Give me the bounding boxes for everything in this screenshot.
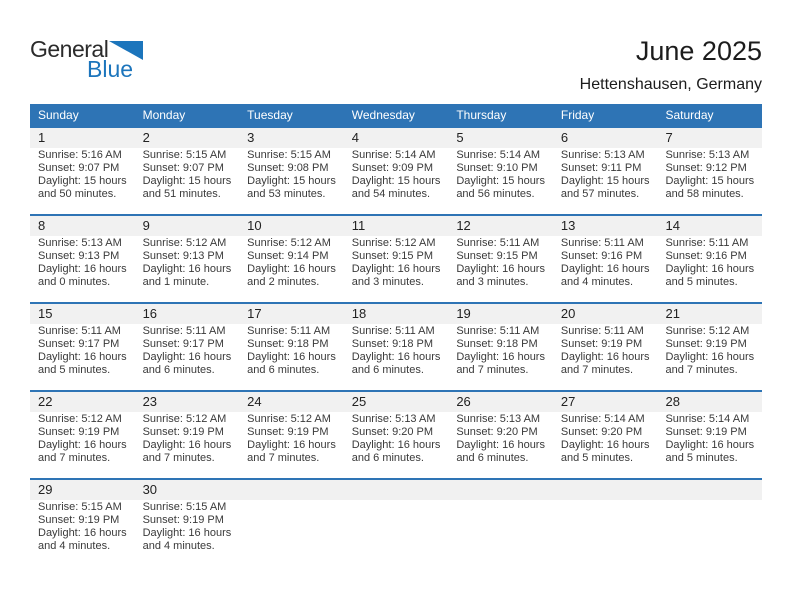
day-daylight-text: Daylight: 16 hours and 7 minutes. xyxy=(142,439,232,464)
day-number: 14 xyxy=(665,218,680,233)
day-daylight-text: Daylight: 15 hours and 51 minutes. xyxy=(142,175,232,200)
day-number xyxy=(239,480,344,500)
day-number: 15 xyxy=(38,306,53,321)
day-number: 26 xyxy=(456,394,471,409)
day-cell xyxy=(657,412,762,465)
day-sunrise-text: Sunrise: 5:14 AM xyxy=(560,413,645,425)
day-cell xyxy=(657,236,762,289)
day-sunset-text: Sunset: 9:10 PM xyxy=(456,162,538,174)
day-number xyxy=(344,480,449,500)
day-sunrise-text: Sunrise: 5:11 AM xyxy=(247,325,331,337)
day-cell xyxy=(344,324,449,377)
day-details-strip xyxy=(30,324,762,377)
day-number-strip xyxy=(30,128,762,148)
day-details-strip xyxy=(30,236,762,289)
day-number: 17 xyxy=(247,306,262,321)
day-daylight-text: Daylight: 16 hours and 6 minutes. xyxy=(247,351,336,376)
day-sunset-text: Sunset: 9:17 PM xyxy=(142,338,224,350)
day-daylight-text: Daylight: 16 hours and 7 minutes. xyxy=(665,351,755,376)
day-sunrise-text: Sunrise: 5:13 AM xyxy=(351,413,436,425)
day-cell xyxy=(553,324,658,377)
day-number xyxy=(448,480,553,500)
day-sunset-text: Sunset: 9:19 PM xyxy=(665,426,747,438)
day-daylight-text: Daylight: 16 hours and 7 minutes. xyxy=(38,439,127,464)
day-number: 9 xyxy=(142,218,150,233)
day-daylight-text: Daylight: 16 hours and 4 minutes. xyxy=(142,527,232,552)
weekday-header-cell: Wednesday xyxy=(351,108,415,122)
day-sunrise-text: Sunrise: 5:12 AM xyxy=(247,413,331,425)
day-sunrise-text: Sunrise: 5:13 AM xyxy=(665,149,750,161)
week-row xyxy=(30,390,762,465)
day-number: 23 xyxy=(142,394,158,409)
day-sunset-text: Sunset: 9:16 PM xyxy=(560,250,643,262)
page-location: Hettenshausen, Germany xyxy=(579,76,762,93)
day-daylight-text: Daylight: 16 hours and 5 minutes. xyxy=(560,439,650,464)
day-cell xyxy=(448,148,553,201)
day-sunset-text: Sunset: 9:08 PM xyxy=(247,162,329,174)
day-cell xyxy=(448,236,553,289)
day-sunset-text: Sunset: 9:19 PM xyxy=(38,514,120,526)
day-cell xyxy=(239,324,344,377)
day-daylight-text: Daylight: 16 hours and 7 minutes. xyxy=(456,351,545,376)
day-number-strip xyxy=(30,480,762,500)
day-sunset-text: Sunset: 9:20 PM xyxy=(456,426,538,438)
day-sunrise-text: Sunrise: 5:16 AM xyxy=(38,149,122,161)
weekday-header-cell: Thursday xyxy=(456,108,507,122)
logo-text-blue: Blue xyxy=(87,56,134,82)
day-daylight-text: Daylight: 16 hours and 3 minutes. xyxy=(456,263,545,288)
day-sunrise-text: Sunrise: 5:11 AM xyxy=(456,325,540,337)
day-cell xyxy=(448,412,553,465)
day-cell xyxy=(448,500,553,553)
day-cell xyxy=(657,500,762,553)
day-number: 7 xyxy=(665,130,673,145)
day-number: 2 xyxy=(142,130,150,145)
day-number: 5 xyxy=(456,130,464,145)
day-sunset-text: Sunset: 9:19 PM xyxy=(142,514,224,526)
day-sunset-text: Sunset: 9:19 PM xyxy=(665,338,747,350)
day-daylight-text: Daylight: 16 hours and 6 minutes. xyxy=(142,351,232,376)
weekday-header-cell: Monday xyxy=(142,108,186,122)
day-cell xyxy=(553,236,658,289)
day-sunset-text: Sunset: 9:13 PM xyxy=(38,250,120,262)
day-sunset-text: Sunset: 9:19 PM xyxy=(560,338,643,350)
day-sunset-text: Sunset: 9:11 PM xyxy=(560,162,642,174)
day-cell xyxy=(344,412,449,465)
day-cell xyxy=(135,148,240,201)
day-sunset-text: Sunset: 9:20 PM xyxy=(560,426,643,438)
day-sunrise-text: Sunrise: 5:11 AM xyxy=(142,325,226,337)
day-daylight-text: Daylight: 16 hours and 6 minutes. xyxy=(351,351,441,376)
week-row xyxy=(30,214,762,289)
day-daylight-text: Daylight: 15 hours and 58 minutes. xyxy=(665,175,755,200)
day-sunset-text: Sunset: 9:15 PM xyxy=(351,250,434,262)
day-daylight-text: Daylight: 16 hours and 4 minutes. xyxy=(560,263,650,288)
day-cell xyxy=(344,500,449,553)
day-number-strip xyxy=(30,304,762,324)
weekday-header-row xyxy=(30,104,762,126)
day-cell xyxy=(30,148,135,201)
day-details-strip xyxy=(30,500,762,553)
day-sunrise-text: Sunrise: 5:14 AM xyxy=(456,149,541,161)
day-sunrise-text: Sunrise: 5:11 AM xyxy=(560,325,644,337)
day-number: 13 xyxy=(560,218,576,233)
day-cell xyxy=(239,412,344,465)
day-number: 1 xyxy=(38,130,46,145)
day-sunrise-text: Sunrise: 5:15 AM xyxy=(142,501,227,513)
day-number: 10 xyxy=(247,218,262,233)
day-cell xyxy=(135,412,240,465)
day-sunrise-text: Sunrise: 5:12 AM xyxy=(142,237,227,249)
day-details-strip xyxy=(30,148,762,201)
day-daylight-text: Daylight: 15 hours and 56 minutes. xyxy=(456,175,545,200)
day-sunset-text: Sunset: 9:16 PM xyxy=(665,250,747,262)
day-sunset-text: Sunset: 9:09 PM xyxy=(351,162,434,174)
week-row xyxy=(30,126,762,201)
day-sunset-text: Sunset: 9:18 PM xyxy=(456,338,538,350)
day-number: 3 xyxy=(247,130,255,145)
day-cell xyxy=(135,500,240,553)
day-daylight-text: Daylight: 16 hours and 7 minutes. xyxy=(560,351,650,376)
weekday-header-cell: Tuesday xyxy=(247,108,293,122)
day-number: 8 xyxy=(38,218,46,233)
day-cell xyxy=(553,148,658,201)
day-sunrise-text: Sunrise: 5:15 AM xyxy=(38,501,122,513)
day-number xyxy=(553,480,658,500)
day-sunset-text: Sunset: 9:13 PM xyxy=(142,250,224,262)
day-number: 4 xyxy=(351,130,359,145)
day-cell xyxy=(657,148,762,201)
day-cell xyxy=(135,236,240,289)
day-sunrise-text: Sunrise: 5:12 AM xyxy=(38,413,122,425)
day-number: 29 xyxy=(38,482,53,497)
day-number: 16 xyxy=(142,306,158,321)
day-sunset-text: Sunset: 9:18 PM xyxy=(351,338,434,350)
day-sunset-text: Sunset: 9:20 PM xyxy=(351,426,434,438)
day-number: 28 xyxy=(665,394,680,409)
day-sunrise-text: Sunrise: 5:12 AM xyxy=(665,325,750,337)
day-sunset-text: Sunset: 9:12 PM xyxy=(665,162,747,174)
day-details-strip xyxy=(30,412,762,465)
day-sunrise-text: Sunrise: 5:14 AM xyxy=(351,149,436,161)
day-number: 25 xyxy=(351,394,367,409)
day-cell xyxy=(30,412,135,465)
day-cell xyxy=(239,148,344,201)
day-number: 12 xyxy=(456,218,471,233)
day-daylight-text: Daylight: 15 hours and 57 minutes. xyxy=(560,175,650,200)
day-sunset-text: Sunset: 9:07 PM xyxy=(142,162,224,174)
day-sunrise-text: Sunrise: 5:12 AM xyxy=(247,237,331,249)
day-number: 24 xyxy=(247,394,262,409)
day-daylight-text: Daylight: 16 hours and 0 minutes. xyxy=(38,263,127,288)
day-sunrise-text: Sunrise: 5:14 AM xyxy=(665,413,750,425)
day-cell xyxy=(553,500,658,553)
day-daylight-text: Daylight: 16 hours and 1 minute. xyxy=(142,263,232,288)
day-sunrise-text: Sunrise: 5:12 AM xyxy=(142,413,227,425)
day-daylight-text: Daylight: 16 hours and 4 minutes. xyxy=(38,527,127,552)
day-sunrise-text: Sunrise: 5:11 AM xyxy=(351,325,435,337)
day-daylight-text: Daylight: 16 hours and 5 minutes. xyxy=(38,351,127,376)
logo-text-general: General xyxy=(30,36,109,62)
day-sunset-text: Sunset: 9:19 PM xyxy=(38,426,120,438)
day-cell xyxy=(239,500,344,553)
day-sunrise-text: Sunrise: 5:15 AM xyxy=(247,149,331,161)
day-daylight-text: Daylight: 16 hours and 3 minutes. xyxy=(351,263,441,288)
day-number-strip xyxy=(30,392,762,412)
day-cell xyxy=(30,236,135,289)
day-number: 6 xyxy=(560,130,569,145)
day-number: 18 xyxy=(351,306,367,321)
day-sunrise-text: Sunrise: 5:15 AM xyxy=(142,149,227,161)
week-row xyxy=(30,302,762,377)
day-sunrise-text: Sunrise: 5:13 AM xyxy=(560,149,645,161)
day-number xyxy=(657,480,762,500)
weekday-header-cell: Saturday xyxy=(665,108,714,122)
day-cell xyxy=(135,324,240,377)
day-sunset-text: Sunset: 9:19 PM xyxy=(142,426,224,438)
weeks-container xyxy=(30,126,762,553)
day-number: 20 xyxy=(560,306,576,321)
day-sunrise-text: Sunrise: 5:13 AM xyxy=(38,237,122,249)
day-daylight-text: Daylight: 16 hours and 5 minutes. xyxy=(665,263,755,288)
day-sunset-text: Sunset: 9:17 PM xyxy=(38,338,120,350)
day-cell xyxy=(553,412,658,465)
day-number-strip xyxy=(30,216,762,236)
month-calendar xyxy=(30,104,762,566)
day-sunset-text: Sunset: 9:14 PM xyxy=(247,250,329,262)
day-daylight-text: Daylight: 16 hours and 2 minutes. xyxy=(247,263,336,288)
day-cell xyxy=(344,236,449,289)
general-blue-logo xyxy=(30,36,143,83)
day-cell xyxy=(657,324,762,377)
day-cell xyxy=(30,324,135,377)
day-number: 21 xyxy=(665,306,680,321)
day-daylight-text: Daylight: 16 hours and 6 minutes. xyxy=(351,439,441,464)
day-number: 30 xyxy=(142,482,158,497)
day-cell xyxy=(30,500,135,553)
weekday-header-cell: Friday xyxy=(560,108,595,122)
day-sunset-text: Sunset: 9:07 PM xyxy=(38,162,120,174)
day-daylight-text: Daylight: 15 hours and 53 minutes. xyxy=(247,175,336,200)
day-number: 19 xyxy=(456,306,471,321)
weekday-header-cell: Sunday xyxy=(38,108,79,122)
page-title: June 2025 xyxy=(635,36,762,66)
day-daylight-text: Daylight: 16 hours and 6 minutes. xyxy=(456,439,545,464)
day-sunrise-text: Sunrise: 5:12 AM xyxy=(351,237,436,249)
day-sunrise-text: Sunrise: 5:11 AM xyxy=(38,325,121,337)
day-number: 11 xyxy=(351,218,366,233)
day-sunrise-text: Sunrise: 5:11 AM xyxy=(456,237,540,249)
day-sunset-text: Sunset: 9:19 PM xyxy=(247,426,329,438)
day-sunset-text: Sunset: 9:15 PM xyxy=(456,250,538,262)
day-number: 27 xyxy=(560,394,576,409)
day-number: 22 xyxy=(38,394,53,409)
week-row xyxy=(30,478,762,553)
day-daylight-text: Daylight: 15 hours and 50 minutes. xyxy=(38,175,127,200)
day-daylight-text: Daylight: 16 hours and 7 minutes. xyxy=(247,439,336,464)
day-sunset-text: Sunset: 9:18 PM xyxy=(247,338,329,350)
day-cell xyxy=(448,324,553,377)
day-cell xyxy=(344,148,449,201)
day-daylight-text: Daylight: 16 hours and 5 minutes. xyxy=(665,439,755,464)
day-cell xyxy=(239,236,344,289)
day-sunrise-text: Sunrise: 5:11 AM xyxy=(665,237,749,249)
day-sunrise-text: Sunrise: 5:11 AM xyxy=(560,237,644,249)
day-daylight-text: Daylight: 15 hours and 54 minutes. xyxy=(351,175,441,200)
day-sunrise-text: Sunrise: 5:13 AM xyxy=(456,413,541,425)
